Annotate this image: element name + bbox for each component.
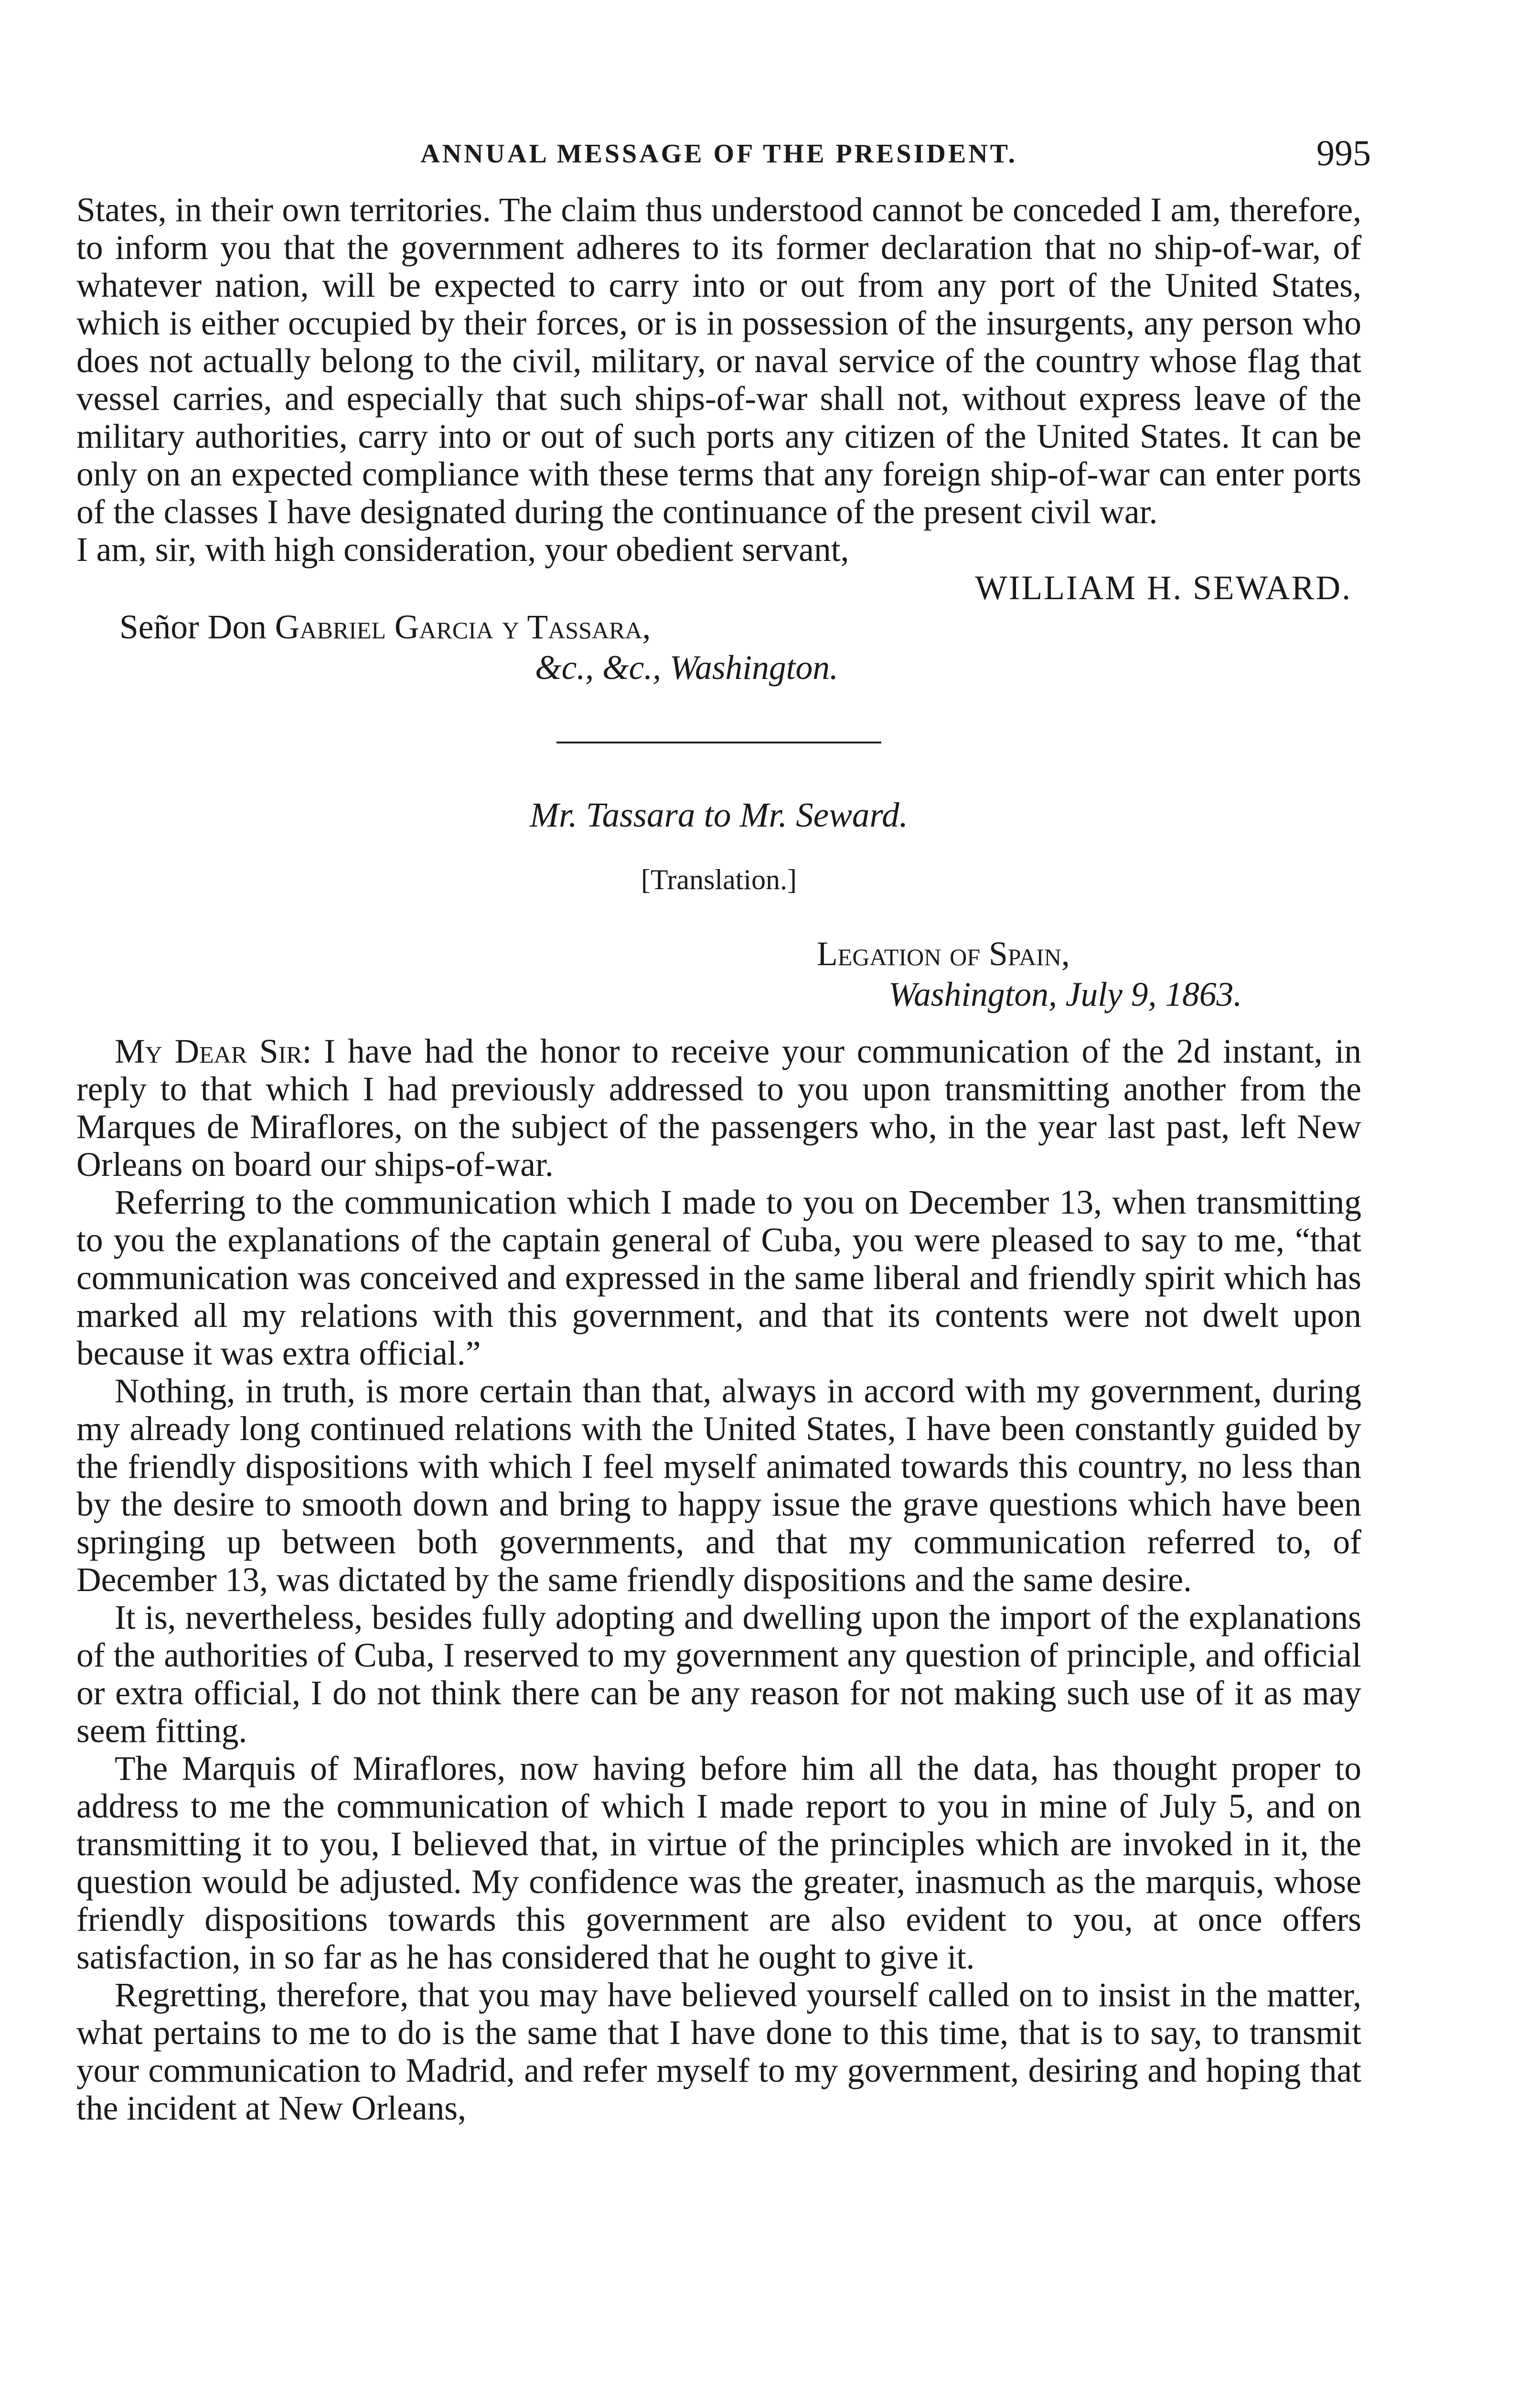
paragraph: The Marquis of Miraflores, now having before him all the data, has thought proper to address to me the communication of which I made report to you in mine of July 5, and on transmitting it to you, I believed that, in virtue of the principles which are invoked in it, the question would be adjusted. My confidence was the greater, inasmuch as the marquis, whose friendly dispositions towards this government are also evident to you, at once offers satisfaction, in so far as he has considered that he ought to give it. bbox=[76, 1750, 1361, 1976]
letter-heading: Mr. Tassara to Mr. Seward. bbox=[530, 796, 908, 834]
letter-closing: I am, sir, with high consideration, your obedient servant, bbox=[76, 531, 849, 569]
addressee-name: Gabriel Garcia y Tassara, bbox=[275, 608, 651, 646]
letter-seward bbox=[76, 191, 1361, 569]
dateline-date: Washington, July 9, 1863. bbox=[888, 976, 1242, 1013]
addressee-location: &c., &c., Washington. bbox=[535, 649, 838, 687]
dateline-place: Legation of Spain, bbox=[817, 935, 1070, 973]
addressee-prefix: Señor Don bbox=[119, 608, 275, 646]
paragraph bbox=[76, 1033, 1361, 1184]
section-divider bbox=[556, 742, 881, 743]
letter-tassara bbox=[76, 1033, 1361, 2127]
paragraph-text: I have had the honor to receive your communication of the 2d instant, in reply to that which I had previously addressed to you upon transmitting another from the Marques de Miraflores, on the subject of the passengers who, in the year last past, left New Orleans on board our ships-of-war. bbox=[76, 1033, 1361, 1184]
translation-note: [Translation.] bbox=[641, 864, 797, 895]
paragraph: Nothing, in truth, is more certain than that, always in accord with my government, during my already long continued relations with the United States, I have been constantly guided by the friendly dispositions with which I feel myself animated towards this country, no less than by the desire to smooth down and bring to happy issue the grave questions which have been springing up between both governments, and that my communication referred to, of December 13, was dictated by the same friendly dispositions and the same desire. bbox=[76, 1372, 1361, 1599]
running-header bbox=[76, 133, 1371, 191]
running-title: ANNUAL MESSAGE OF THE PRESIDENT. bbox=[420, 139, 1017, 169]
page-content bbox=[76, 133, 1371, 2127]
paragraph: Referring to the communication which I made to you on December 13, when transmitting to you the explanations of the captain general of Cuba, you were pleased to say to me, “that communication was conceived and expressed in the same liberal and friendly spirit which has marked all my relations with this government, and that its contents were not dwelt upon because it was extra official.” bbox=[76, 1184, 1361, 1372]
signature: WILLIAM H. SEWARD. bbox=[975, 569, 1352, 607]
addressee bbox=[119, 608, 1361, 647]
page-number: 995 bbox=[1316, 133, 1371, 173]
salutation: My Dear Sir: bbox=[115, 1033, 312, 1070]
paragraph: Regretting, therefore, that you may have believed yourself called on to insist in the matter, what pertains to me to do is the same that I have done to this time, that is to say, to transmit your communication to Madrid, and refer myself to my government, desiring and hoping that the incident at New Orleans, bbox=[76, 1976, 1361, 2127]
paragraph: It is, nevertheless, besides fully adopting and dwelling upon the import of the explanations of the authorities of Cuba, I reserved to my government any question of principle, and official or extra official, I do not think there can be any reason for not making such use of it as may seem fitting. bbox=[76, 1599, 1361, 1750]
letter-seward-body: States, in their own territories. The claim thus understood cannot be conceded I am, therefore, to inform you that the government adheres to its former declaration that no ship-of-war, of whatever nation, will be expected to carry into or out from any port of the United States, which is either occupied by their forces, or is in possession of the insurgents, any person who does not actually belong to the civil, military, or naval service of the country whose flag that vessel carries, and especially that such ships-of-war shall not, without express leave of the military authorities, carry into or out of such ports any citizen of the United States. It can be only on an expected compliance with these terms that any foreign ship-of-war can enter ports of the classes I have designated during the continuance of the present civil war. bbox=[76, 191, 1361, 531]
